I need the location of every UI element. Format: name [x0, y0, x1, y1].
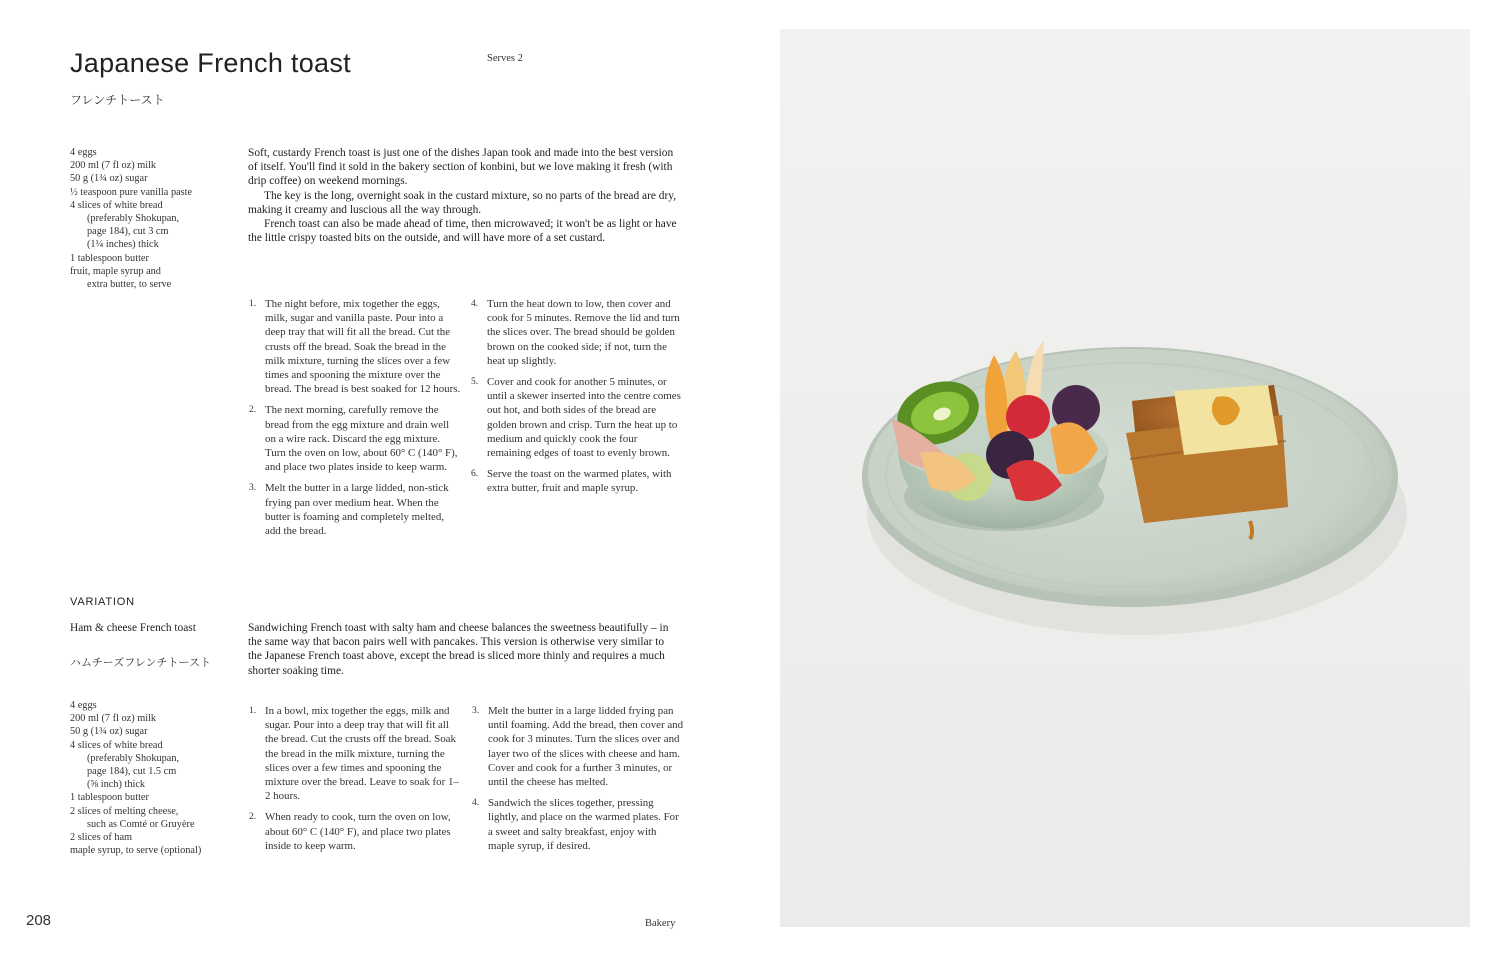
recipe-title-japanese: フレンチトースト	[70, 93, 165, 107]
recipe-intro	[248, 146, 678, 245]
ingredient-item: maple syrup, to serve (optional)	[70, 845, 202, 857]
step-text: Sandwich the slices together, pressing lightly, and place on the warmed plates. For a sweet and salty breakfast, enjoy with maple syrup, if desired.	[488, 797, 679, 852]
variation-title: Ham & cheese French toast	[70, 622, 196, 634]
ingredient-item: fruit, maple syrup and	[70, 265, 161, 277]
method-step	[249, 810, 461, 853]
step-text: In a bowl, mix together the eggs, milk and sugar. Pour into a deep tray that will fit all the bread. Cut the crusts off the bread. Soak the bread in the milk mixture, turning the slices over a few times and spooning the mixture over the bread. Leave to soak for 1–2 hours.	[265, 705, 459, 803]
ingredient-item: 4 slices of white bread	[70, 199, 163, 211]
step-text: Turn the heat down to low, then cover and cook for 5 minutes. Remove the lid and turn the slices over. The bread should be golden brown on the cooked side; if not, turn the heat up slightly.	[487, 298, 680, 367]
step-text: The night before, mix together the eggs, milk, sugar and vanilla paste. Pour into a deep tray that will fit all the bread. Cut the crusts off the bread. Soak the bread in the milk mixture, turning the slices over a few times and spooning the mixture over the bread. The bread is best soaked for 12 hours.	[265, 298, 461, 396]
ingredient-item: ½ teaspoon pure vanilla paste	[70, 186, 193, 198]
variation-ingredient-list	[70, 699, 201, 857]
variation-intro	[248, 621, 678, 678]
ingredient-item: 2 slices of ham	[70, 832, 133, 844]
step-number: 3.	[472, 706, 480, 716]
step-number: 1.	[249, 706, 257, 716]
ingredient-item: (preferably Shokupan,	[87, 213, 180, 225]
method-steps-column-2	[471, 297, 681, 503]
method-step	[249, 481, 461, 538]
ingredient-item: (⅝ inch) thick	[87, 779, 146, 791]
step-number: 5.	[471, 377, 479, 388]
step-number: 4.	[471, 299, 479, 309]
ingredient-item: such as Comté or Gruyère	[87, 818, 195, 830]
step-text: Melt the butter in a large lidded frying pan until foaming. Add the bread, then cover and cook for 3 minutes. Turn the slices over and layer two of the slices with cheese and ham. Cover and cook for a further 3 minutes, or until the cheese has melted.	[488, 705, 684, 789]
method-step	[471, 375, 681, 460]
variation-steps-column-2	[472, 704, 684, 860]
ingredient-item: 1 tablespoon butter	[70, 252, 149, 264]
ingredient-item: extra butter, to serve	[87, 279, 172, 291]
step-text: When ready to cook, turn the oven on low, about 60° C (140° F), and place two plates inside to keep warm.	[265, 811, 451, 852]
page-number: 208	[26, 912, 52, 929]
step-text: The next morning, carefully remove the bread from the egg mixture and drain well on a wire rack. Discard the egg mixture. Turn the oven on low, about 60° C (140° F), and place two plates inside to keep warm.	[265, 404, 458, 474]
method-step	[249, 403, 461, 474]
step-number: 6.	[471, 469, 479, 480]
method-step	[249, 704, 461, 803]
ingredient-item: 2 slices of melting cheese,	[70, 805, 179, 817]
ingredient-item: (preferably Shokupan,	[87, 752, 180, 764]
method-step	[471, 467, 681, 495]
ingredient-item: page 184), cut 1.5 cm	[87, 766, 177, 778]
method-step	[249, 297, 461, 396]
recipe-title: Japanese French toast	[70, 48, 351, 78]
method-steps-column-1	[249, 297, 461, 545]
ingredient-item: 50 g (1¾ oz) sugar	[70, 726, 148, 738]
step-text: Melt the butter in a large lidded, non-stick frying pan over medium heat. When the butter is foaming and completely melted, add the bread.	[265, 482, 449, 538]
intro-paragraph: Sandwiching French toast with salty ham and cheese balances the sweetness beautifully – in the same way that bacon pairs well with pancakes. This version is otherwise very similar to the Japanese French toast above, except the bread is sliced more thinly and requires a much shorter soaking time.	[248, 622, 669, 677]
ingredient-item: 4 slices of white bread	[70, 739, 163, 751]
french-toast-plate-photo	[780, 29, 1470, 927]
intro-paragraph: French toast can also be made ahead of time, then microwaved; it won't be as light or have the little crispy toasted bits on the outside, and will have more of a set custard.	[248, 218, 677, 245]
ingredient-item: 200 ml (7 fl oz) milk	[70, 160, 157, 172]
ingredient-item: page 184), cut 3 cm	[87, 226, 169, 238]
serves-label: Serves 2	[487, 53, 523, 64]
step-text: Serve the toast on the warmed plates, with extra butter, fruit and maple syrup.	[487, 468, 672, 495]
chapter-name: Bakery	[645, 918, 676, 929]
step-number: 4.	[472, 798, 480, 809]
ingredient-item: 1 tablespoon butter	[70, 792, 149, 804]
ingredient-list	[70, 146, 192, 291]
step-number: 2.	[249, 405, 257, 416]
intro-paragraph: The key is the long, overnight soak in the custard mixture, so no parts of the bread are dry, making it creamy and luscious all the way through.	[248, 189, 677, 216]
ingredient-item: 200 ml (7 fl oz) milk	[70, 713, 157, 725]
step-number: 2.	[249, 812, 257, 823]
ingredient-item: (1¼ inches) thick	[87, 239, 159, 251]
intro-paragraph: Soft, custardy French toast is just one of the dishes Japan took and made into the best version of itself. You'll find it sold in the bakery section of konbini, but we love making it fresh (with drip coffee) on weekend mornings.	[248, 147, 674, 188]
step-number: 1.	[249, 299, 257, 309]
syrup-drip	[1250, 521, 1252, 539]
ingredient-item: 50 g (1¾ oz) sugar	[70, 173, 148, 185]
step-number: 3.	[249, 483, 257, 494]
variation-steps-column-1	[249, 704, 461, 860]
method-step	[472, 796, 684, 853]
ingredient-item: 4 eggs	[70, 700, 97, 711]
photo-illustration	[780, 29, 1470, 927]
method-step	[472, 704, 684, 789]
step-text: Cover and cook for another 5 minutes, or until a skewer inserted into the centre comes out hot, and both sides of the bread are golden brown and crisp. Turn the heat up to medium and quickly cook the four remaining edges of toast to evenly brown.	[487, 376, 681, 460]
variation-title-japanese: ハムチーズフレンチトースト	[70, 656, 211, 669]
method-step	[471, 297, 681, 368]
variation-heading: VARIATION	[70, 596, 135, 608]
ingredient-item: 4 eggs	[70, 147, 97, 158]
